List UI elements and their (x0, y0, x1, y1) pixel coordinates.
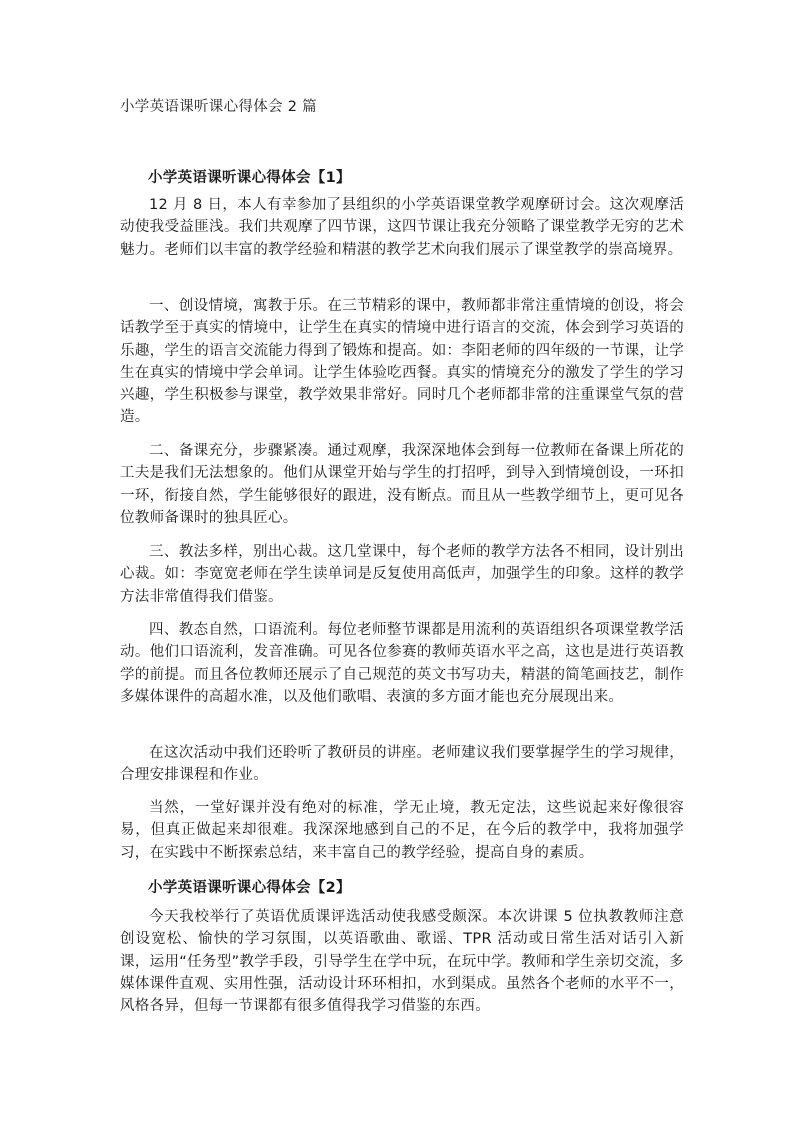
section-heading-1: 小学英语课听课心得体会【1】 (148, 170, 351, 186)
paragraph: 一、创设情境，寓教于乐。在三节精彩的课中，教师都非常注重情境的创设，将会话教学至于真实的情境中，让学生在真实的情境中进行语言的交流，体会到学习英语的乐趣，学生的语言交流能力得到了锻炼和提高。如：李阳老师的四年级的一节课，让学生在真实的情境中学会单词。让学生体验吃西餐。真实的情境充分的激发了学生的学习兴趣，学生积极参与课堂，教学效果非常好。同时几个老师都非常的注重课堂气氛的营造。 (120, 298, 684, 426)
paragraph: 四、教态自然，口语流利。每位老师整节课都是用流利的英语组织各项课堂教学活动。他们口语流利，发音准确。可见各位参赛的教师英语水平之高，这也是进行英语教学的前提。而且各位教师还展示了自己规范的英文书写功夫，精湛的简笔画技艺，制作多媒体课件的高超水准，以及他们歌唱、表演的多方面才能也充分展现出来。 (120, 622, 684, 705)
paragraph: 三、教法多样，别出心裁。这几堂课中，每个老师的教学方法各不相同，设计别出心裁。如：李宽宽老师在学生读单词是反复使用高低声，加强学生的印象。这样的教学方法非常值得我们借鉴。 (120, 544, 684, 605)
document-title: 小学英语课听课心得体会 2 篇 (120, 99, 317, 115)
paragraph: 在这次活动中我们还聆听了教研员的讲座。老师建议我们要掌握学生的学习规律，合理安排课程和作业。 (120, 745, 684, 784)
section-heading-2: 小学英语课听课心得体会【2】 (148, 880, 351, 896)
paragraph: 当然，一堂好课并没有绝对的标准，学无止境，教无定法，这些说起来好像很容易，但真正做起来却很难。我深深地感到自己的不足，在今后的教学中，我将加强学习，在实践中不断探索总结，来丰富自己的教学经验，提高自身的素质。 (120, 800, 684, 861)
paragraph: 二、备课充分，步骤紧凑。通过观摩，我深深地体会到每一位教师在备课上所花的工夫是我们无法想象的。他们从课堂开始与学生的打招呼，到导入到情境创设，一环扣一环，衔接自然，学生能够很好的跟进，没有断点。而且从一些教学细节上，更可见各位教师备课时的独具匠心。 (120, 443, 684, 526)
paragraph: 今天我校举行了英语优质课评选活动使我感受颇深。本次讲课 5 位执教教师注意创设宽松、愉快的学习氛围，以英语歌曲、歌谣、TPR 活动或日常生活对话引入新课，运用“任务型”教学手段，引导学生在学中玩，在玩中学。教师和学生亲切交流，多媒体课件直观、实用性强，活动设计环环相扣，水到渠成。虽然各个老师的水平不一，风格各异，但每一节课都有很多值得我学习借鉴的东西。 (120, 909, 684, 1015)
paragraph: 12 月 8 日，本人有幸参加了县组织的小学英语课堂教学观摩研讨会。这次观摩活动使我受益匪浅。我们共观摩了四节课，这四节课让我充分领略了课堂教学无穷的艺术魅力。老师们以丰富的教学经验和精湛的教学艺术向我们展示了课堂教学的崇高境界。 (120, 197, 684, 258)
